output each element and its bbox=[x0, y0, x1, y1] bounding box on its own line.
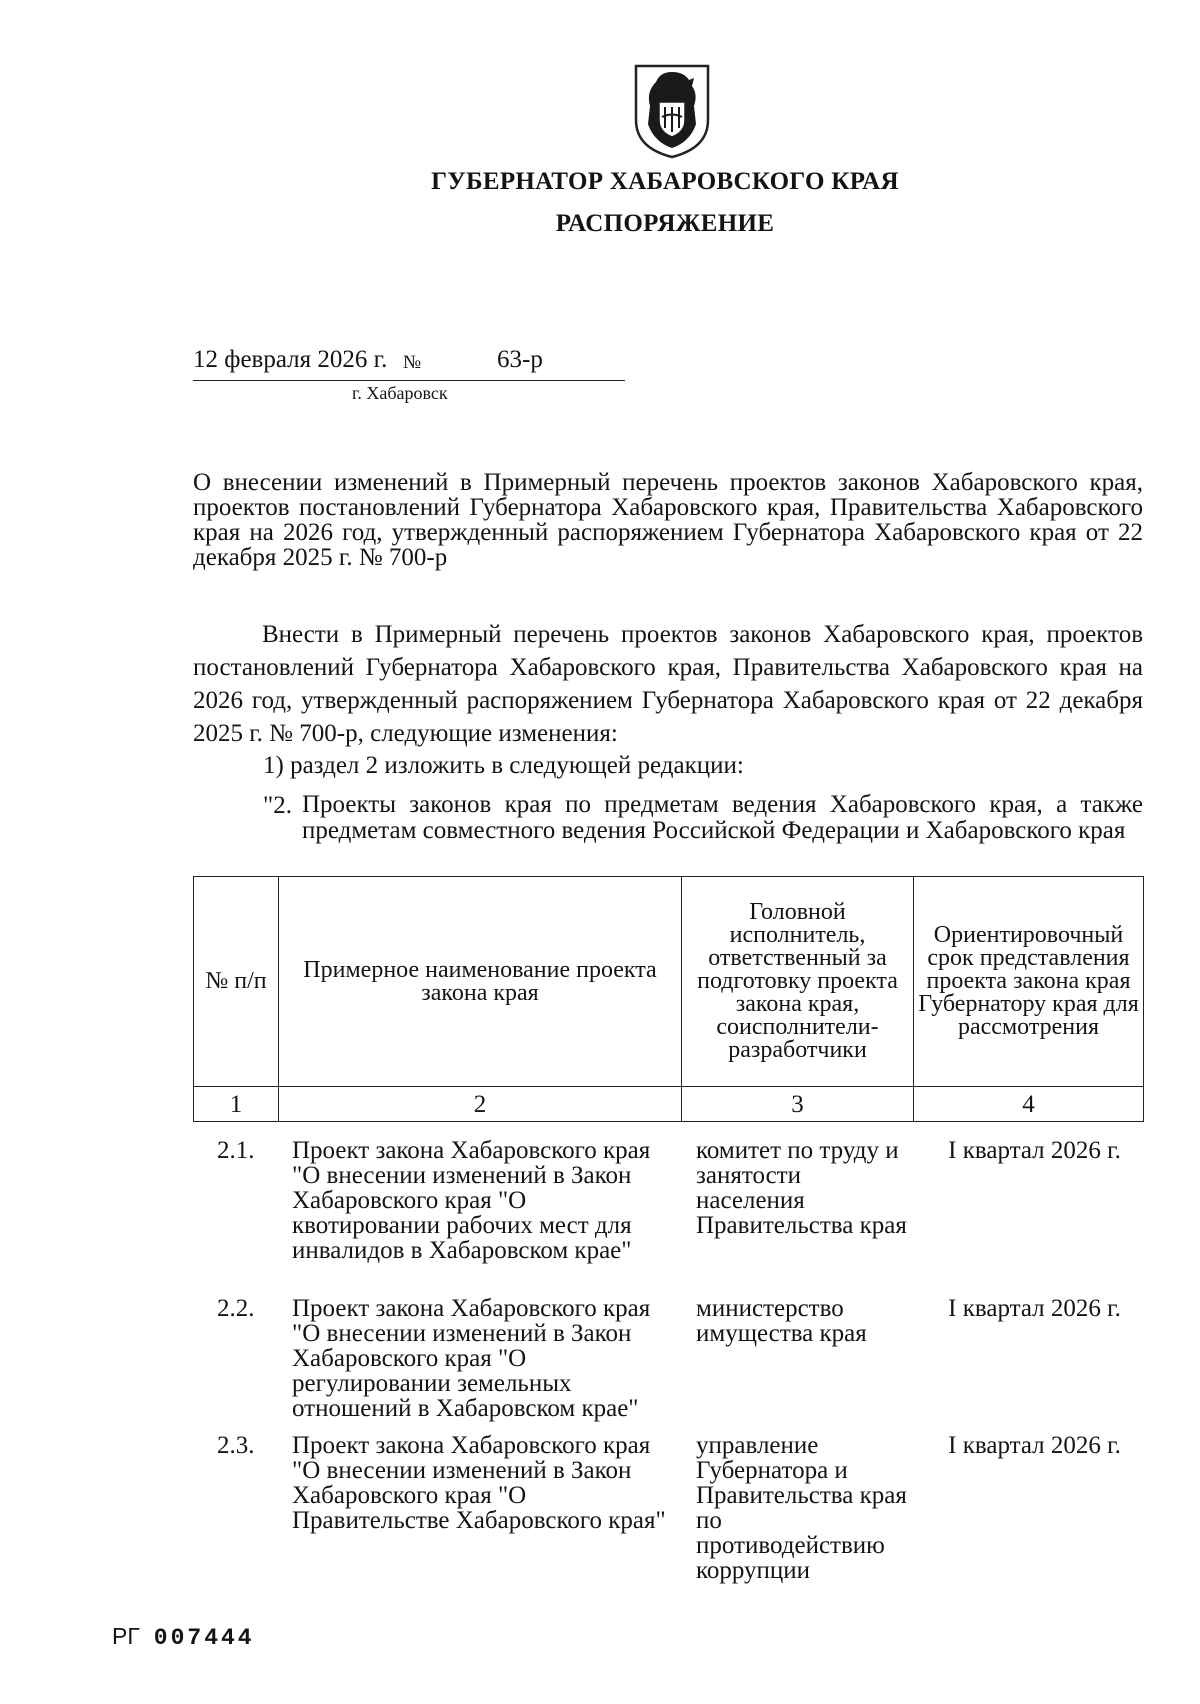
row-project-name: Проект закона Хабаровского края "О внесении изменений в Закон Хабаровского края "О квотировании рабочих мест для инвалидов в Хабаровском крае" bbox=[292, 1137, 651, 1264]
row-executor: министерство имущества края bbox=[696, 1295, 867, 1347]
row-number: 2.3. bbox=[217, 1432, 255, 1459]
form-serial-number: 007444 bbox=[153, 1625, 255, 1651]
row-project-name: Проект закона Хабаровского края "О внесении изменений в Закон Хабаровского края "О регулировании земельных отношений в Хабаровском крае" bbox=[292, 1295, 651, 1422]
header-name: Примерное наименование проекта закона края bbox=[279, 877, 682, 1087]
number-label: № bbox=[403, 352, 422, 373]
row-executor: комитет по труду и занятости населения Правительства края bbox=[696, 1137, 907, 1239]
item-1: 1) раздел 2 изложить в следующей редакции: bbox=[263, 752, 744, 779]
date-number-line bbox=[193, 346, 625, 381]
document-number: 63-р bbox=[497, 346, 543, 373]
header-executor: Головной исполнитель, ответственный за подготовку проекта закона края, соисполнители-разработчики bbox=[682, 877, 914, 1087]
row-executor: управление Губернатора и Правительства края по противодействию коррупции bbox=[696, 1432, 907, 1584]
section-title: Проекты законов края по предметам ведения Хабаровского края, а также предметам совместного ведения Российской Федерации и Хабаровского края bbox=[302, 791, 1143, 844]
column-number-3: 3 bbox=[682, 1087, 914, 1122]
row-term: I квартал 2026 г. bbox=[948, 1432, 1121, 1459]
form-series: РГ bbox=[112, 1623, 140, 1649]
column-number-2: 2 bbox=[279, 1087, 682, 1122]
row-term: I квартал 2026 г. bbox=[948, 1137, 1121, 1164]
column-number-1: 1 bbox=[194, 1087, 279, 1122]
section-number: "2. bbox=[263, 792, 292, 819]
row-term: I квартал 2026 г. bbox=[948, 1295, 1121, 1322]
row-number: 2.2. bbox=[217, 1295, 255, 1322]
form-serial bbox=[112, 1623, 255, 1651]
header-term: Ориентировочный срок представления проекта закона края Губернатору края для рассмотрения bbox=[914, 877, 1144, 1087]
document-date: 12 февраля 2026 г. bbox=[193, 346, 388, 373]
document-city: г. Хабаровск bbox=[352, 383, 448, 403]
document-type: РАСПОРЯЖЕНИЕ bbox=[555, 210, 775, 237]
column-number-4: 4 bbox=[914, 1087, 1144, 1122]
row-project-name: Проект закона Хабаровского края "О внесении изменений в Закон Хабаровского края "О Правительстве Хабаровского края" bbox=[292, 1432, 666, 1534]
coat-of-arms-icon bbox=[632, 62, 712, 160]
law-projects-table-header bbox=[193, 876, 1144, 1122]
header-number: № п/п bbox=[194, 877, 279, 1087]
document-subject: О внесении изменений в Примерный перечень проектов законов Хабаровского края, проектов постановлений Губернатора Хабаровского края, Правительства Хабаровского края на 2026 год, утвержденный распоряжением Губернатора Хабаровского края от 22 декабря 2025 г. № 700-р bbox=[193, 469, 1143, 571]
body-paragraph: Внести в Примерный перечень проектов законов Хабаровского края, проектов постановлений Губернатора Хабаровского края, Правительства Хабаровского края на 2026 год, утвержденный распоряжением Губернатора Хабаровского края от 22 декабря 2025 г. № 700-р, следующие изменения: bbox=[193, 621, 1143, 747]
row-number: 2.1. bbox=[217, 1137, 255, 1164]
issuer-title: ГУБЕРНАТОР ХАБАРОВСКОГО КРАЯ bbox=[431, 168, 899, 195]
